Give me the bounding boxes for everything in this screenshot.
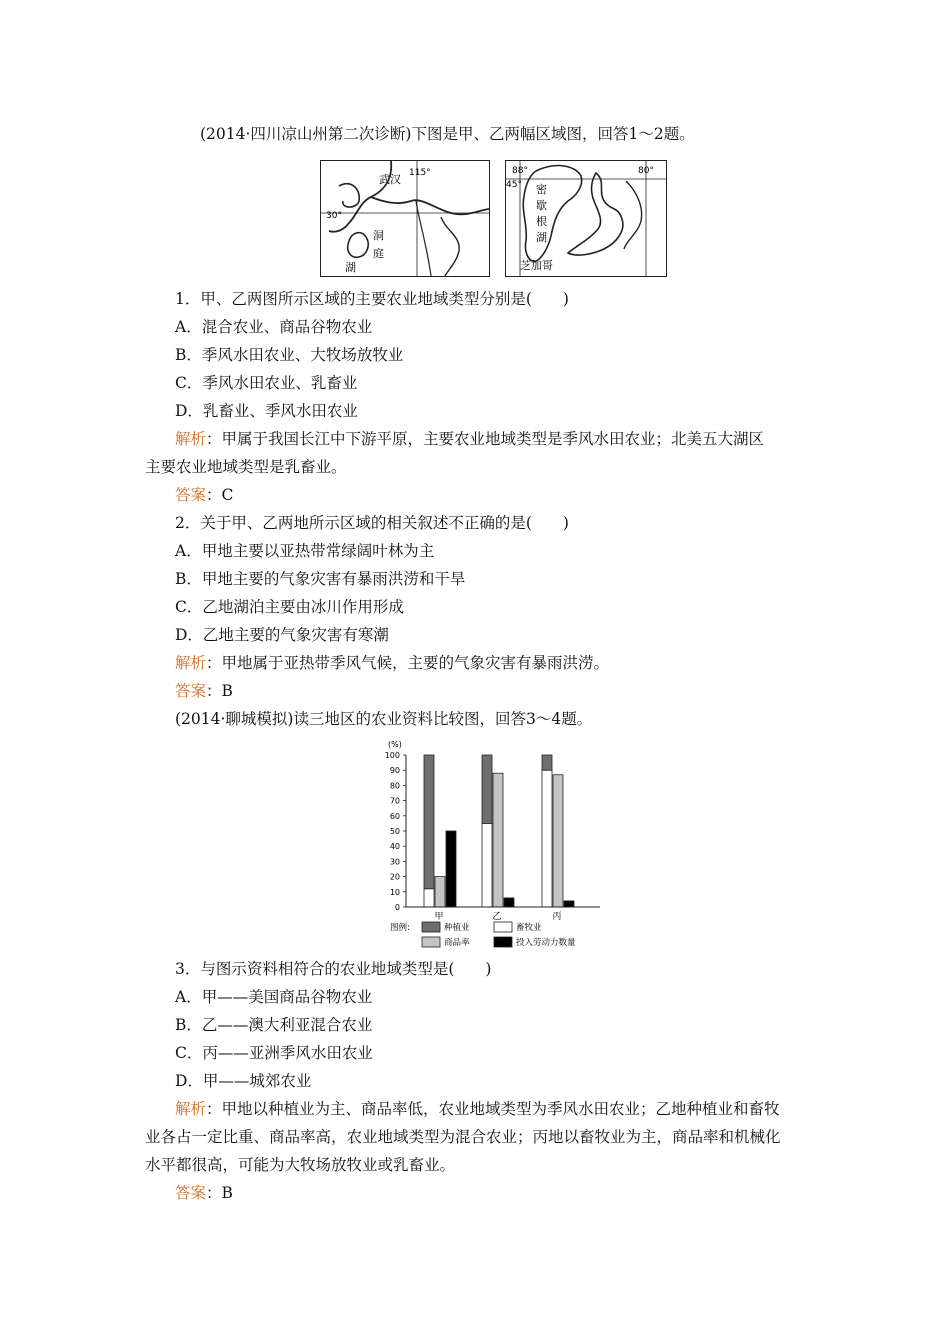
q3-option-c: C．丙——亚洲季风水田农业 xyxy=(175,1044,373,1062)
y-tick-label: 20 xyxy=(389,872,400,882)
q3-analysis-label: 解析 xyxy=(175,1100,207,1118)
y-tick-label: 40 xyxy=(389,842,400,852)
bar-crop xyxy=(542,755,552,770)
map-yi xyxy=(505,160,667,277)
agri-chart xyxy=(360,735,610,955)
q2-answer-label: 答案 xyxy=(175,682,207,700)
q1-answer-value: ：C xyxy=(206,486,234,504)
q2-stem: 2．关于甲、乙两地所示区域的相关叙述不正确的是( ) xyxy=(175,514,569,532)
y-tick-label: 10 xyxy=(389,887,400,897)
bar-labor xyxy=(564,901,574,907)
q3-answer-value: ：B xyxy=(206,1184,233,1202)
q3-option-b: B．乙——澳大利亚混合农业 xyxy=(175,1016,373,1034)
map-yi-lake-4: 湖 xyxy=(536,231,547,244)
q3-analysis-text: ：甲地以种植业为主、商品率低，农业地域类型为季风水田农业；乙地种植业和畜牧 xyxy=(206,1100,780,1118)
legend-title: 图例: xyxy=(390,923,410,933)
q2-option-d: D．乙地主要的气象灾害有寒潮 xyxy=(175,626,389,644)
map-yi-lake-3: 根 xyxy=(536,215,547,228)
intro-2: (2014·聊城模拟)读三地区的农业资料比较图，回答3～4题。 xyxy=(175,710,593,728)
y-tick-label: 60 xyxy=(389,811,400,821)
q2-analysis-text: ：甲地属于亚热带季风气候，主要的气象灾害有暴雨洪涝。 xyxy=(206,654,610,672)
legend-labor-label: 投入劳动力数量 xyxy=(516,938,576,948)
q1-option-b: B．季风水田农业、大牧场放牧业 xyxy=(175,346,404,364)
legend-crop-label: 种植业 xyxy=(444,923,470,933)
x-category-label: 丙 xyxy=(552,912,562,922)
bar-livestock xyxy=(482,823,492,907)
map-jia-lake-3: 湖 xyxy=(345,261,356,274)
y-tick-label: 30 xyxy=(389,857,400,867)
q2-option-b: B．甲地主要的气象灾害有暴雨洪涝和干旱 xyxy=(175,570,466,588)
map-jia-lake-2: 庭 xyxy=(373,247,384,260)
bar-commodity xyxy=(553,775,563,907)
legend-commodity-label: 商品率 xyxy=(444,938,470,948)
q3-analysis xyxy=(175,1098,780,1120)
map-jia-lake-1: 洞 xyxy=(373,229,384,242)
chart-ylabel: (%) xyxy=(388,740,402,749)
y-tick-label: 90 xyxy=(389,766,400,776)
map-jia-lat-label: 30° xyxy=(326,211,342,221)
bar-crop xyxy=(482,755,492,823)
map-yi-lat: 45° xyxy=(506,180,522,190)
q3-analysis-cont-1: 业各占一定比重、商品率高，农业地域类型为混合农业；丙地以畜牧业为主，商品率和机械化 xyxy=(145,1128,781,1146)
q1-analysis-text: ：甲属于我国长江中下游平原，主要农业地域类型是季风水田农业；北美五大湖区 xyxy=(206,430,765,448)
bar-commodity xyxy=(435,877,445,907)
legend-commodity-swatch xyxy=(422,937,440,947)
q3-stem: 3．与图示资料相符合的农业地域类型是( ) xyxy=(175,960,492,978)
q1-stem: 1．甲、乙两图所示区域的主要农业地域类型分别是( ) xyxy=(175,290,569,308)
q2-answer xyxy=(175,680,233,702)
q1-analysis-label: 解析 xyxy=(175,430,207,448)
q3-analysis-cont-2: 水平都很高，可能为大牧场放牧业或乳畜业。 xyxy=(145,1156,456,1174)
q3-answer xyxy=(175,1182,233,1204)
q1-analysis xyxy=(175,428,764,450)
map-yi-city: 芝加哥 xyxy=(520,259,553,272)
q2-analysis-label: 解析 xyxy=(175,654,207,672)
legend-crop xyxy=(422,922,470,933)
intro-1: (2014·四川凉山州第二次诊断)下图是甲、乙两幅区域图，回答1～2题。 xyxy=(200,125,695,143)
map-jia xyxy=(320,160,490,277)
bar-livestock xyxy=(424,889,434,907)
x-category-label: 甲 xyxy=(434,912,444,922)
y-tick-label: 70 xyxy=(389,796,400,806)
map-jia-city: 武汉 xyxy=(379,173,401,186)
y-tick-label: 0 xyxy=(394,903,400,912)
map-jia-lon-label: 115° xyxy=(409,168,431,178)
legend-livestock xyxy=(494,922,542,933)
q3-answer-label: 答案 xyxy=(175,1184,207,1202)
map-yi-lon2: 80° xyxy=(638,166,654,176)
q2-option-c: C．乙地湖泊主要由冰川作用形成 xyxy=(175,598,404,616)
bar-labor xyxy=(504,898,514,907)
q2-answer-value: ：B xyxy=(206,682,233,700)
y-tick-label: 100 xyxy=(384,751,400,760)
q3-option-a: A．甲——美国商品谷物农业 xyxy=(175,988,373,1006)
legend-commodity xyxy=(422,937,470,948)
map-yi-drawing xyxy=(506,161,666,276)
q1-analysis-cont: 主要农业地域类型是乳畜业。 xyxy=(145,458,347,476)
bar-crop xyxy=(424,755,434,889)
q1-option-a: A．混合农业、商品谷物农业 xyxy=(175,318,373,336)
bar-commodity xyxy=(493,773,503,907)
map-yi-lake-1: 密 xyxy=(536,183,547,196)
legend-crop-swatch xyxy=(422,922,440,932)
q3-option-d: D．甲——城郊农业 xyxy=(175,1072,312,1090)
legend-labor-swatch xyxy=(494,937,512,947)
q2-option-a: A．甲地主要以亚热带常绿阔叶林为主 xyxy=(175,542,435,560)
q2-analysis xyxy=(175,652,609,674)
map-yi-lake-2: 歇 xyxy=(536,199,547,212)
bar-livestock xyxy=(542,770,552,907)
map-yi-lon1: 88° xyxy=(512,166,528,176)
legend-livestock-swatch xyxy=(494,922,512,932)
y-tick-label: 80 xyxy=(389,781,400,791)
x-category-label: 乙 xyxy=(492,912,502,922)
q1-option-d: D．乳畜业、季风水田农业 xyxy=(175,402,358,420)
legend-labor xyxy=(494,937,576,948)
legend-livestock-label: 畜牧业 xyxy=(516,923,542,933)
q1-answer-label: 答案 xyxy=(175,486,207,504)
map-jia-drawing xyxy=(321,161,489,276)
bar-labor xyxy=(446,831,456,907)
q1-answer xyxy=(175,484,233,506)
q1-option-c: C．季风水田农业、乳畜业 xyxy=(175,374,358,392)
y-tick-label: 50 xyxy=(389,827,400,836)
